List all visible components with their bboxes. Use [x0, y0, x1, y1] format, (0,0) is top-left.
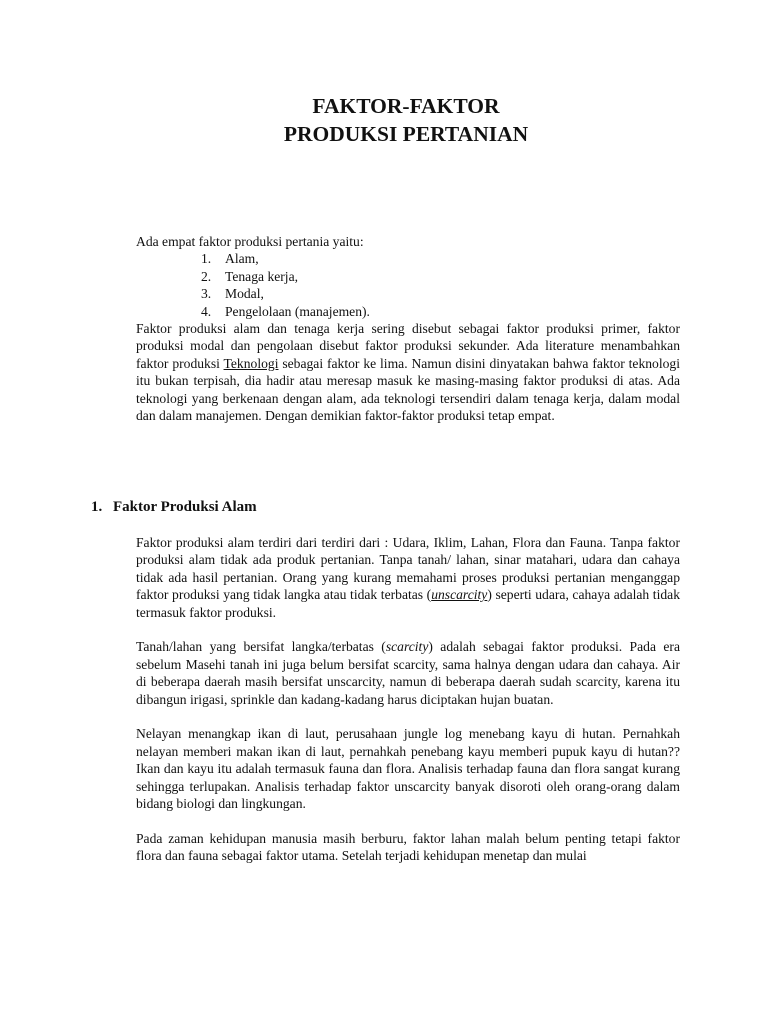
list-item — [136, 285, 680, 302]
section-number: 1. — [91, 499, 103, 515]
section-heading — [91, 497, 257, 517]
section-heading-text: Faktor Produksi Alam — [113, 499, 257, 515]
intro-paragraph — [136, 320, 680, 424]
section-body — [136, 534, 680, 882]
paragraph-2-text-a: Tanah/lahan yang bersifat langka/terbatas ( — [136, 639, 386, 655]
intro-section — [136, 233, 680, 424]
paragraph-1-text-b: ) seperti udara, cahaya adalah tidak termasuk faktor produksi. — [136, 587, 680, 620]
paragraph-2 — [136, 638, 680, 708]
paragraph-1-text-a: Faktor produksi alam terdiri dari terdiri dari : Udara, Iklim, Lahan, Flora dan Fauna. Tanpa faktor produksi alam tidak ada produk pertanian. Tanpa tanah/ lahan, sinar matahari, udara dan cahaya tidak ada hasil pertanian. Orang yang kurang memahami proses produksi pertanian menganggap faktor produksi yang tidak langka atau tidak terbatas ( — [136, 535, 680, 603]
list-item-number: 3. — [201, 286, 212, 302]
list-item-text: Pengelolaan (manajemen). — [225, 303, 370, 319]
list-item-text: Tenaga kerja, — [225, 268, 299, 284]
italic-term-scarcity: scarcity — [385, 639, 429, 655]
list-item-text: Alam, — [225, 251, 259, 267]
paragraph-1 — [136, 534, 680, 621]
intro-lead: Ada empat faktor produksi pertania yaitu: — [136, 234, 364, 249]
list-item-number: 2. — [201, 268, 212, 284]
title-line-2: PRODUKSI PERTANIAN — [283, 122, 529, 146]
paragraph-3: Nelayan menangkap ikan di laut, perusahaan jungle log menebang kayu di hutan. Pernahkah nelayan memberi makan ikan di laut, pernahkah penebang kayu memberi pupuk kayu di hutan?? Ikan dan kayu itu adalah termasuk fauna dan flora. Analisis terhadap fauna dan flora sangat kurang sehingga terlupakan. Analisis terhadap faktor unscarcity banyak disoroti oleh orang-orang dalam bidang biologi dan lingkungan. — [136, 726, 680, 812]
list-item-number: 1. — [201, 251, 212, 267]
document-title — [0, 92, 768, 148]
list-item-text: Modal, — [225, 286, 264, 302]
list-item-number: 4. — [201, 303, 212, 319]
list-item — [136, 250, 680, 267]
paragraph-4: Pada zaman kehidupan manusia masih berburu, faktor lahan malah belum penting tetapi faktor flora dan fauna sebagai faktor utama. Setelah terjadi kehidupan menetap dan mulai — [136, 830, 680, 864]
title-line-1: FAKTOR-FAKTOR — [312, 94, 500, 118]
list-item — [136, 268, 680, 285]
paragraph-2-text-b: ) adalah sebagai faktor produksi. Pada era sebelum Masehi tanah ini juga belum bersifat scarcity, sama halnya dengan udara dan cahaya. Air di beberapa daerah masih bersifat unscarcity, namun di beberapa daerah sudah scarcity, karena itu dibangun irigasi, sprinkle dan kadang-kadang harus diciptakan hujan buatan. — [136, 639, 680, 707]
intro-paragraph-text-a: Faktor produksi alam dan tenaga kerja sering disebut sebagai faktor produksi primer, faktor produksi modal dan pengolaan disebut faktor produksi sekunder. Ada literature menambahkan faktor produksi — [136, 321, 680, 371]
intro-paragraph-text-b: sebagai faktor ke lima. Namun disini dinyatakan bahwa faktor teknologi itu bukan terpisah, dia hadir atau meresap masuk ke masing-masing faktor produksi di atas. Ada teknologi yang berkenaan dengan alam, ada teknologi tersendiri dalam tenaga kerja, dalam modal dan dalam manajemen. Dengan demikian faktor-faktor produksi tetap empat. — [136, 355, 680, 424]
underlined-term-unscarcity: unscarcity — [431, 587, 488, 603]
list-item — [136, 303, 680, 320]
underlined-term-teknologi: Teknologi — [223, 355, 279, 371]
factor-list — [136, 250, 680, 320]
